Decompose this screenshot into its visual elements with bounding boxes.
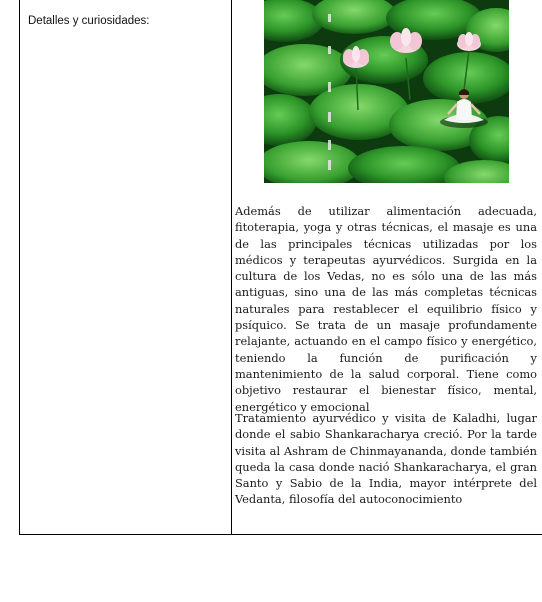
details-label: Detalles y curiosidades: xyxy=(28,15,150,27)
meditation-lotus-photo xyxy=(264,0,509,183)
paragraph-massage-description: Además de utilizar alimentación adecuada, fitoterapia, yoga y otras técnicas, el masaje es una de las principales técnicas utilizadas por los médicos y terapeutas ayurvédicos. Surgida en la cultura de los Vedas, no es sólo una de las más antiguas, sino una de las más completas técnicas naturales para restablecer el equilibrio físico y psíquico. Se trata de un masaje profundamente relajante, actuando en el campo físico y energético, teniendo la función de purificación y mantenimiento de la salud corporal. Tiene como objetivo restaurar el bienestar físico, mental, energético y emocional xyxy=(235,204,537,414)
column-divider xyxy=(231,0,232,534)
lotus-meditation-image xyxy=(264,0,509,183)
paragraph-itinerary: Tratamiento ayurvédico y visita de Kaladhi, lugar donde el sabio Shankaracharya creció. Por la tarde visita al Ashram de Chinmayananda, donde también queda la casa donde nació Shankaracharya, el gran Santo y Sabio de la India, mayor intérprete del Vedanta, filosofía del autoconocimiento xyxy=(235,411,537,507)
